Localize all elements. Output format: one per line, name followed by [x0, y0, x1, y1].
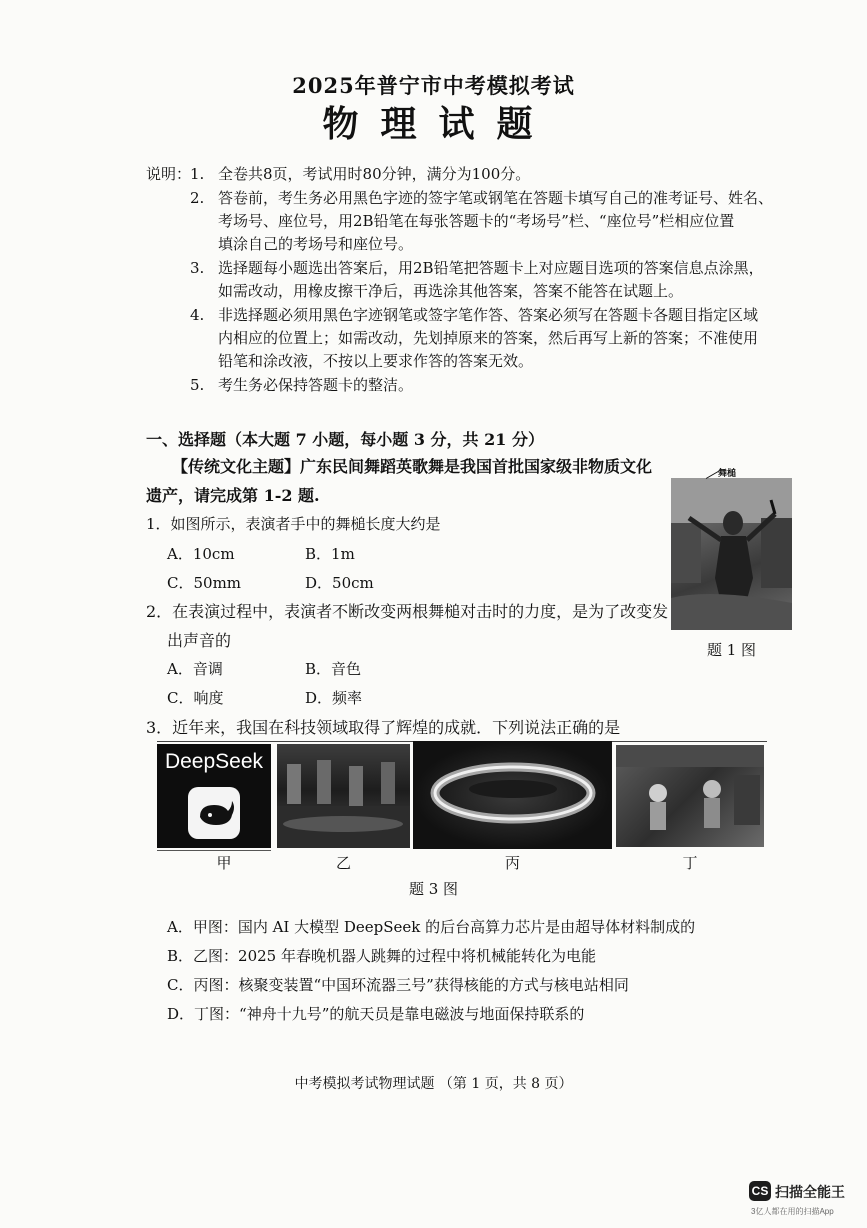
deepseek-whale-icon [188, 787, 240, 839]
q1-option-a: A．10cm [167, 545, 235, 563]
instruction-line: 非选择题必须用黑色字迹钢笔或签字笔作答、答案必须写在答题卡各题目指定区域 [218, 306, 759, 324]
q2-option-c: C．响度 [167, 689, 224, 707]
image-jia-deepseek [157, 744, 271, 848]
figure-label-mallet: 舞槌 [718, 468, 737, 478]
instruction-num: 2. [190, 189, 205, 207]
instruction-line: 选择题每小题选出答案后，用2B铅笔把答题卡上对应题目选项的答案信息点涂黑， [218, 259, 764, 277]
question-2-stem-line-1: 2．在表演过程中，表演者不断改变两根舞槌对击时的力度，是为了改变发 [146, 602, 669, 621]
instruction-item [190, 163, 531, 186]
instruction-line: 内相应的位置上；如需改动，先划掉原来的答案，然后再写上新的答案；不准使用 [218, 329, 759, 347]
space-station-interior [616, 745, 764, 847]
figure-caption-q3: 题 3 图 [408, 880, 459, 898]
instruction-num: 5. [190, 376, 205, 394]
q1-option-b: B．1m [305, 545, 355, 563]
instruction-num: 3. [190, 259, 205, 277]
theme-line-1: 【传统文化主题】广东民间舞蹈英歌舞是我国首批国家级非物质文化 [172, 457, 653, 476]
page-footer: 中考模拟考试物理试题 （第 1 页，共 8 页） [294, 1076, 573, 1092]
instruction-line: 填涂自己的考场号和座位号。 [218, 235, 414, 253]
q3-option-d: D．丁图：“神舟十九号”的航天员是靠电磁波与地面保持联系的 [167, 1005, 585, 1023]
image-ding-astronauts [616, 745, 764, 847]
deepseek-brand-text: DeepSeek [164, 750, 264, 773]
q2-option-a: A．音调 [167, 660, 223, 678]
instruction-line: 铅笔和涂改液，不按以上要求作答的答案无效。 [218, 352, 534, 370]
figure-caption-q1: 题 1 图 [706, 641, 757, 659]
q2-option-b: B．音色 [305, 660, 362, 678]
instructions-label: 说明： [146, 165, 192, 183]
instruction-item [190, 304, 759, 373]
camscanner-tagline: 3亿人都在用的扫描App [751, 1207, 834, 1216]
caption-yi: 乙 [335, 854, 351, 872]
q1-option-c: C．50mm [167, 574, 242, 592]
q2-option-d: D．频率 [305, 689, 363, 707]
robot-dancers [277, 744, 410, 848]
image-bing-tokamak [413, 741, 612, 849]
instruction-line: 如需改动，用橡皮擦干净后，再选涂其他答案，答案不能答在试题上。 [218, 282, 684, 300]
instruction-num: 4. [190, 306, 205, 324]
q3-option-c: C．丙图：核聚变装置“中国环流器三号”获得核能的方式与核电站相同 [167, 976, 629, 994]
instruction-item [190, 257, 764, 303]
camscanner-app-name: 扫描全能王 [775, 1184, 845, 1200]
q1-option-d: D．50cm [305, 574, 374, 592]
exam-title: 2025年普宁市中考模拟考试 [292, 73, 575, 98]
instruction-num: 1. [190, 165, 205, 183]
instruction-item [190, 187, 774, 256]
dancer-figure [671, 478, 792, 630]
instruction-line: 答卷前，考生务必用黑色字迹的签字笔或钢笔在答题卡填写自己的准考证号、姓名、 [218, 189, 774, 207]
question-1-stem: 1．如图所示，表演者手中的舞槌长度大约是 [146, 515, 441, 533]
question-3-stem: 3．近年来，我国在科技领域取得了辉煌的成就．下列说法正确的是 [146, 718, 621, 737]
caption-jia: 甲 [216, 854, 232, 872]
theme-line-2: 遗产，请完成第 1-2 题. [146, 486, 320, 505]
q3-option-b: B．乙图：2025 年春晚机器人跳舞的过程中将机械能转化为电能 [167, 947, 596, 965]
plasma-ring [413, 741, 612, 849]
camscanner-logo-badge: CS [749, 1181, 771, 1201]
image-underline [157, 850, 271, 851]
instruction-line: 全卷共8页，考试用时80分钟，满分为100分。 [218, 165, 531, 183]
question-2-stem-line-2: 出声音的 [167, 631, 232, 650]
instruction-item [190, 374, 414, 397]
instruction-line: 考场号、座位号，用2B铅笔在每张答题卡的“考场号”栏、“座位号”栏相应位置 [218, 212, 735, 230]
q3-option-a: A．甲图：国内 AI 大模型 DeepSeek 的后台高算力芯片是由超导体材料制成的 [167, 918, 696, 936]
section-heading: 一、选择题（本大题 7 小题，每小题 3 分，共 21 分） [146, 430, 544, 449]
subject-title: 物理试题 [322, 103, 555, 145]
dancer-photo [671, 478, 792, 630]
caption-bing: 丙 [504, 854, 520, 872]
instructions-list [190, 163, 774, 397]
caption-ding: 丁 [682, 854, 698, 872]
image-yi-robot-dance [277, 744, 410, 848]
instruction-line: 考生务必保持答题卡的整洁。 [218, 376, 414, 394]
